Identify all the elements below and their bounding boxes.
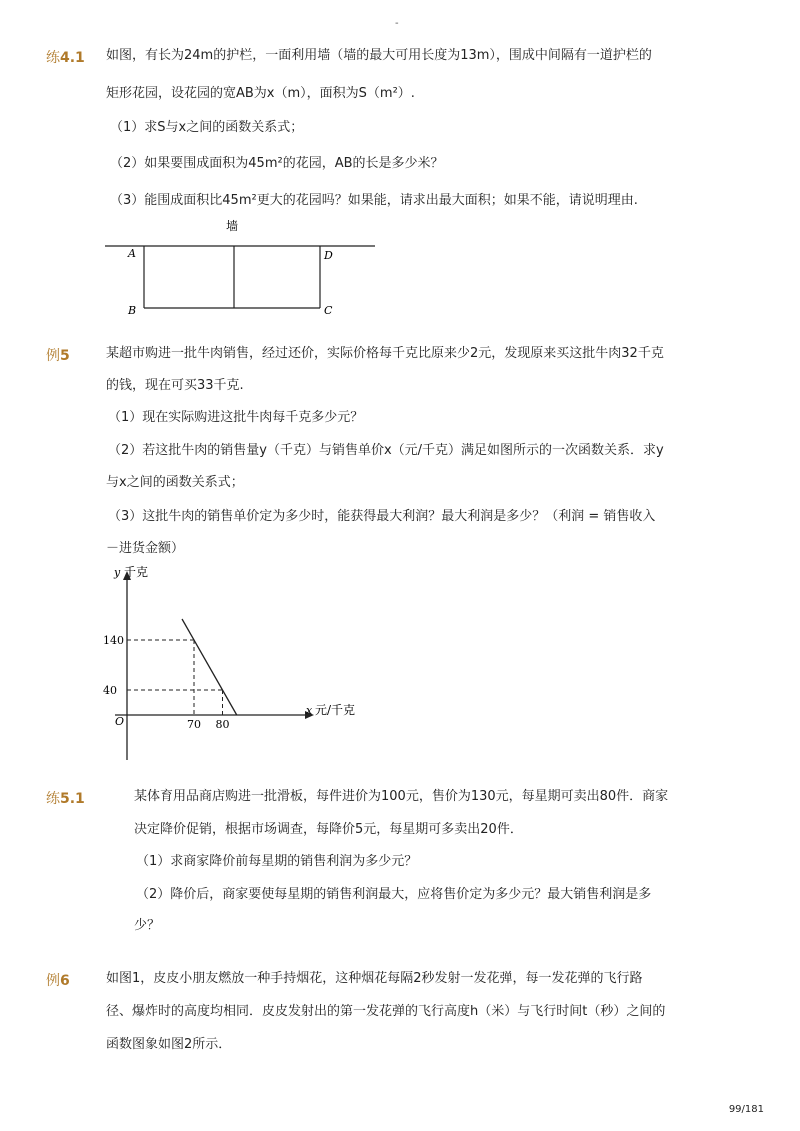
example-label-6: 例6 <box>46 973 70 989</box>
x-tick-label: 70 <box>187 718 201 731</box>
ex51-line-1: 某体育用品商店购进一批滑板，每件进价为100元，售价为130元，每星期可卖出80件．商家 <box>134 789 669 804</box>
sales-chart <box>100 555 390 765</box>
ex6-line-2: 径、爆炸时的高度均相同．皮皮发射出的第一发花弹的飞行高度h（米）与飞行时间t（秒）之间的 <box>106 1004 666 1019</box>
ex41-line-2: 矩形花园，设花园的宽AB为x（m），面积为S（m²）. <box>106 86 415 101</box>
ex5-q1: （1）现在实际购进这批牛肉每千克多少元？ <box>108 410 364 425</box>
x-tick-label: 80 <box>215 718 230 731</box>
ex41-line-1: 如图，有长为24m的护栏，一面利用墙（墙的最大可用长度为13m），围成中间隔有一道护栏的 <box>106 48 652 63</box>
x-axis-var: x <box>306 704 313 717</box>
ex5-line-2: 的钱，现在可买33千克. <box>106 378 244 393</box>
x-axis-unit: 元/千克 <box>315 703 356 717</box>
ex5-line-1: 某超市购进一批牛肉销售，经过还价，实际价格每千克比原来少2元，发现原来买这批牛肉32千克 <box>106 346 664 361</box>
y-axis-var: y <box>114 566 121 579</box>
function-line <box>182 619 237 715</box>
garden-figure <box>100 210 390 320</box>
ex41-q1: （1）求S与x之间的函数关系式； <box>110 120 304 135</box>
point-a: A <box>128 247 136 260</box>
ex41-q2: （2）如果要围成面积为45m²的花园，AB的长是多少米？ <box>110 156 444 171</box>
ex6-line-1: 如图1，皮皮小朋友燃放一种手持烟花，这种烟花每隔2秒发射一发花弹，每一发花弹的飞行路 <box>106 971 643 986</box>
origin-label: O <box>115 715 125 728</box>
header-mark: - <box>395 18 399 29</box>
ex6-line-3: 函数图象如图2所示． <box>106 1037 232 1052</box>
page-number: 99/181 <box>728 1104 764 1115</box>
ex5-q3-cont: －进货金额） <box>106 541 185 556</box>
point-c: C <box>324 304 333 317</box>
y-axis-unit: 千克 <box>124 565 149 579</box>
exercise-label-5-1: 练5.1 <box>46 791 85 807</box>
ex5-q2: （2）若这批牛肉的销售量y（千克）与销售单价x（元/千克）满足如图所示的一次函数关系．求y <box>108 443 664 458</box>
point-d: D <box>324 249 333 262</box>
y-tick-label: 140 <box>103 634 124 647</box>
point-b: B <box>128 304 137 317</box>
ex51-q1: （1）求商家降价前每星期的销售利润为多少元？ <box>136 854 418 869</box>
ex51-q2: （2）降价后，商家要使每星期的销售利润最大，应将售价定为多少元？最大销售利润是多 <box>136 887 652 902</box>
ex5-q2-cont: 与x之间的函数关系式； <box>106 475 244 490</box>
ex51-line-2: 决定降价促销，根据市场调查，每降价5元，每星期可多卖出20件． <box>134 822 523 837</box>
y-tick-label: 40 <box>103 684 117 697</box>
example-label-5: 例5 <box>46 348 70 364</box>
ex51-q2-cont: 少？ <box>134 918 161 933</box>
wall-label: 墙 <box>226 219 239 233</box>
ex5-q3: （3）这批牛肉的销售单价定为多少时，能获得最大利润？最大利润是多少？（利润 = 销售收入 <box>108 509 656 524</box>
exercise-label-4-1: 练4.1 <box>46 50 85 66</box>
ex41-q3: （3）能围成面积比45m²更大的花园吗？如果能，请求出最大面积；如果不能，请说明理由. <box>110 193 638 208</box>
